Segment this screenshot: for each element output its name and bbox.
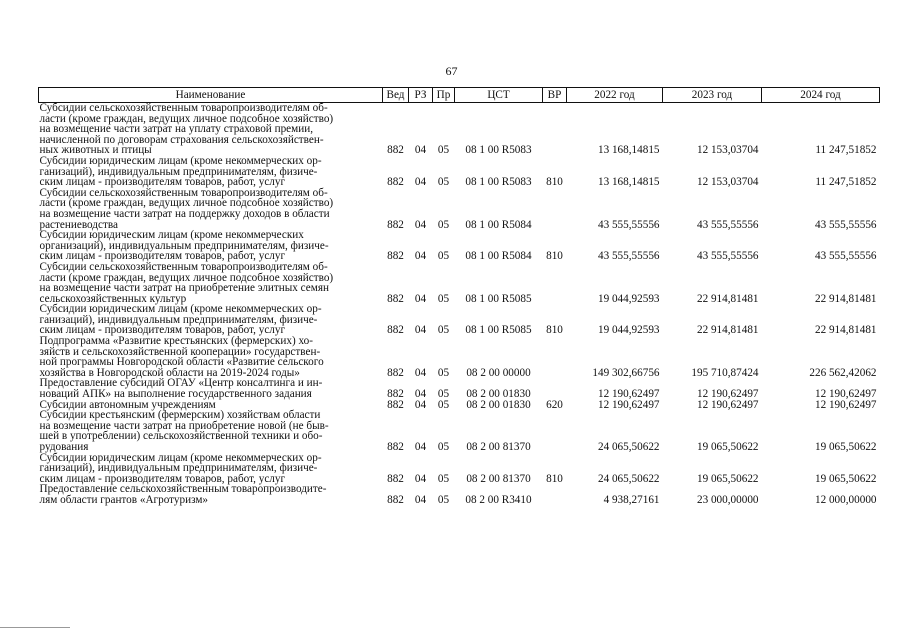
table-row <box>39 103 880 156</box>
cell-2022: 24 065,50622 <box>597 472 660 485</box>
cell-pr: 05 <box>437 472 450 485</box>
name-line: рудования <box>39 441 89 453</box>
name-line: на возмещение части затрат на приобретение новой (не быв- <box>39 419 329 432</box>
cell-ved: 882 <box>387 250 404 263</box>
cell-name <box>39 188 383 230</box>
cell-vr <box>543 103 567 156</box>
cell-name <box>39 484 383 505</box>
table-row <box>39 484 880 505</box>
table-row <box>39 230 880 262</box>
cell-ved: 882 <box>387 366 404 379</box>
table-row <box>39 188 880 230</box>
cell-rz: 04 <box>414 493 427 506</box>
cell-pr: 05 <box>437 388 450 401</box>
cell-vr <box>543 410 567 452</box>
name-line: начисленной по договорам страхования сельскохозяйствен- <box>39 133 324 146</box>
name-line: Предоставление сельскохозяйственным товаропроизводите- <box>39 483 327 496</box>
name-line: ных животных и птицы <box>39 144 152 157</box>
name-line: ским лицам - производителям товаров, работ, услуг <box>39 324 286 337</box>
cell-ved: 882 <box>387 441 404 453</box>
header-cst: ЦСТ <box>455 88 543 103</box>
cell-vr <box>543 188 567 230</box>
cell-pr: 05 <box>437 144 450 157</box>
cell-cst: 08 2 00 00000 <box>466 366 531 379</box>
cell-vr <box>543 378 567 399</box>
footer-divider <box>0 627 70 628</box>
cell-2023: 19 065,50622 <box>696 472 759 485</box>
cell-2022: 149 302,66756 <box>592 366 660 379</box>
cell-2024: 22 914,81481 <box>814 324 877 337</box>
cell-name <box>39 336 383 378</box>
cell-cst: 08 1 00 R5083 <box>465 144 532 157</box>
cell-cst: 08 2 00 81370 <box>466 472 531 485</box>
cell-rz: 04 <box>414 144 427 157</box>
table-body <box>39 103 880 506</box>
cell-2024: 12 190,62497 <box>814 398 877 411</box>
name-line: лям области грантов «Агротуризм» <box>39 493 208 506</box>
cell-pr: 05 <box>437 292 450 305</box>
name-line: растениеводства <box>39 218 118 231</box>
cell-2024: 11 247,51852 <box>815 144 877 157</box>
name-line: Субсидии юридическим лицам (кроме некоммерческих <box>39 229 304 242</box>
cell-vr: 810 <box>546 324 563 337</box>
cell-cst: 08 2 00 81370 <box>466 441 531 453</box>
name-line: организаций), индивидуальным предпринимателям, физиче- <box>39 239 329 252</box>
name-line: ским лицам - производителям товаров, работ, услуг <box>39 176 286 189</box>
cell-2023: 19 065,50622 <box>696 441 759 453</box>
cell-2022: 19 044,92593 <box>597 324 660 337</box>
name-line: ласти (кроме граждан, ведущих личное подсобное хозяйство) <box>39 197 334 210</box>
cell-pr: 05 <box>437 324 450 337</box>
cell-rz: 04 <box>414 218 427 231</box>
name-line: Субсидии крестьянским (фермерским) хозяйствам области <box>39 409 321 422</box>
cell-pr: 05 <box>437 218 450 231</box>
cell-cst: 08 1 00 R5085 <box>465 324 532 337</box>
cell-ved: 882 <box>387 176 404 189</box>
cell-2023: 195 710,87424 <box>691 366 759 379</box>
cell-2024: 12 000,00000 <box>814 493 877 506</box>
cell-ved: 882 <box>387 493 404 506</box>
header-2024: 2024 год <box>762 88 880 103</box>
table-row <box>39 410 880 452</box>
cell-ved: 882 <box>387 388 404 401</box>
name-line: ласти (кроме граждан, ведущих личное подсобное хозяйство) <box>39 271 334 284</box>
cell-2024: 22 914,81481 <box>814 292 877 305</box>
table-row <box>39 453 880 485</box>
name-line: на возмещение части затрат на уплату страховой премии, <box>39 123 313 136</box>
cell-2024: 43 555,55556 <box>814 218 877 231</box>
name-line: Подпрограмма «Развитие крестьянских (фермерских) хо- <box>39 335 313 348</box>
cell-2024: 19 065,50622 <box>814 472 877 485</box>
cell-cst: 08 2 00 01830 <box>466 398 531 411</box>
cell-rz: 04 <box>414 398 427 411</box>
cell-2022: 13 168,14815 <box>597 176 660 189</box>
cell-rz: 04 <box>414 388 427 401</box>
cell-rz: 04 <box>414 292 427 305</box>
cell-vr: 810 <box>546 176 563 189</box>
cell-ved: 882 <box>387 218 404 231</box>
cell-2022: 43 555,55556 <box>597 218 660 231</box>
cell-cst: 08 1 00 R5085 <box>465 292 532 305</box>
table-row <box>39 336 880 378</box>
name-line: Субсидии юридическим лицам (кроме некоммерческих ор- <box>39 451 322 464</box>
cell-2022: 12 190,62497 <box>597 388 660 401</box>
name-line: Предоставление субсидий ОГАУ «Центр консалтинга и ин- <box>39 377 323 390</box>
table-row <box>39 304 880 336</box>
cell-2022: 13 168,14815 <box>597 144 660 157</box>
name-line: ной программы Новгородской области «Развитие сельского <box>39 356 324 369</box>
page-number: 67 <box>445 64 458 78</box>
cell-pr: 05 <box>437 366 450 379</box>
cell-2023: 12 153,03704 <box>696 144 759 157</box>
cell-2024: 226 562,42062 <box>809 366 877 379</box>
table-row <box>39 378 880 399</box>
cell-cst: 08 1 00 R5084 <box>465 218 532 231</box>
cell-name <box>39 378 383 399</box>
cell-rz: 04 <box>414 441 427 453</box>
table-row <box>39 156 880 188</box>
cell-vr <box>543 336 567 378</box>
name-line: шей в употреблении) сельскохозяйственной техники и обо- <box>39 430 323 443</box>
cell-name <box>39 410 383 452</box>
name-line: Субсидии юридическим лицам (кроме некоммерческих ор- <box>39 303 322 316</box>
header-rz: РЗ <box>409 88 433 103</box>
cell-2024: 12 190,62497 <box>814 388 877 401</box>
cell-2024: 11 247,51852 <box>815 176 877 189</box>
cell-ved: 882 <box>387 324 404 337</box>
cell-2023: 43 555,55556 <box>696 218 759 231</box>
name-line: ганизаций), индивидуальным предпринимателям, физиче- <box>39 462 318 475</box>
cell-name <box>39 304 383 336</box>
table-header-row <box>39 88 880 103</box>
cell-name <box>39 230 383 262</box>
cell-cst: 08 2 00 01830 <box>466 388 531 401</box>
cell-name <box>39 453 383 485</box>
name-line: Субсидии юридическим лицам (кроме некоммерческих ор- <box>39 154 322 167</box>
cell-ved: 882 <box>387 292 404 305</box>
cell-2022: 43 555,55556 <box>597 250 660 263</box>
cell-vr: 810 <box>546 472 563 485</box>
cell-2024: 43 555,55556 <box>814 250 877 263</box>
name-line: ским лицам - производителям товаров, работ, услуг <box>39 472 286 485</box>
name-line: сельскохозяйственных культур <box>39 292 187 305</box>
name-line: Субсидии сельскохозяйственным товаропроизводителям об- <box>39 260 328 273</box>
cell-vr <box>543 262 567 304</box>
header-pr: Пр <box>433 88 455 103</box>
cell-cst: 08 2 00 R3410 <box>465 493 532 506</box>
cell-name <box>39 103 383 156</box>
cell-2023: 12 153,03704 <box>696 176 759 189</box>
table-row <box>39 262 880 304</box>
cell-cst: 08 1 00 R5083 <box>465 176 532 189</box>
cell-2023: 22 914,81481 <box>696 292 759 305</box>
cell-rz: 04 <box>414 176 427 189</box>
cell-ved: 882 <box>387 472 404 485</box>
name-line: на возмещение части затрат на поддержку доходов в области <box>39 207 330 220</box>
name-line: Субсидии сельскохозяйственным товаропроизводителям об- <box>39 102 328 114</box>
header-vr: ВР <box>543 88 567 103</box>
name-line: ласти (кроме граждан, ведущих личное подсобное хозяйство) <box>39 112 334 125</box>
name-line: ганизаций), индивидуальным предпринимателям, физиче- <box>39 165 318 178</box>
cell-pr: 05 <box>437 398 450 411</box>
cell-rz: 04 <box>414 324 427 337</box>
name-line: на возмещение части затрат на приобретение элитных семян <box>39 282 329 295</box>
cell-name <box>39 262 383 304</box>
name-line: Субсидии сельскохозяйственным товаропроизводителям об- <box>39 186 328 199</box>
name-line: новаций АПК» на выполнение государственного задания <box>39 388 312 401</box>
cell-cst: 08 1 00 R5084 <box>465 250 532 263</box>
name-line: зяйств и сельскохозяйственной кооперации» государствен- <box>39 345 321 358</box>
cell-rz: 04 <box>414 250 427 263</box>
name-line: хозяйства в Новгородской области на 2019-2024 годы» <box>39 366 300 379</box>
cell-2023: 23 000,00000 <box>696 493 759 506</box>
cell-ved: 882 <box>387 144 404 157</box>
cell-2023: 12 190,62497 <box>696 398 759 411</box>
cell-2022: 4 938,27161 <box>603 493 660 506</box>
cell-pr: 05 <box>437 441 450 453</box>
cell-ved: 882 <box>387 398 404 411</box>
name-line: ским лицам - производителям товаров, работ, услуг <box>39 250 286 263</box>
cell-2022: 24 065,50622 <box>597 441 660 453</box>
cell-2023: 22 914,81481 <box>696 324 759 337</box>
cell-vr <box>543 484 567 505</box>
cell-2024: 19 065,50622 <box>814 441 877 453</box>
cell-2023: 43 555,55556 <box>696 250 759 263</box>
header-2022: 2022 год <box>567 88 663 103</box>
cell-pr: 05 <box>437 250 450 263</box>
cell-rz: 04 <box>414 366 427 379</box>
cell-2022: 12 190,62497 <box>597 398 660 411</box>
name-line: ганизаций), индивидуальным предпринимателям, физиче- <box>39 313 318 326</box>
cell-name <box>39 156 383 188</box>
cell-pr: 05 <box>437 176 450 189</box>
cell-vr: 810 <box>546 250 563 263</box>
cell-2023: 12 190,62497 <box>696 388 759 401</box>
budget-table <box>38 87 880 506</box>
cell-vr: 620 <box>546 398 563 411</box>
cell-2022: 19 044,92593 <box>597 292 660 305</box>
header-ved: Вед <box>383 88 409 103</box>
name-line: Субсидии автономным учреждениям <box>39 398 216 411</box>
cell-pr: 05 <box>437 493 450 506</box>
cell-rz: 04 <box>414 472 427 485</box>
header-2023: 2023 год <box>663 88 762 103</box>
header-name: Наименование <box>39 88 383 103</box>
